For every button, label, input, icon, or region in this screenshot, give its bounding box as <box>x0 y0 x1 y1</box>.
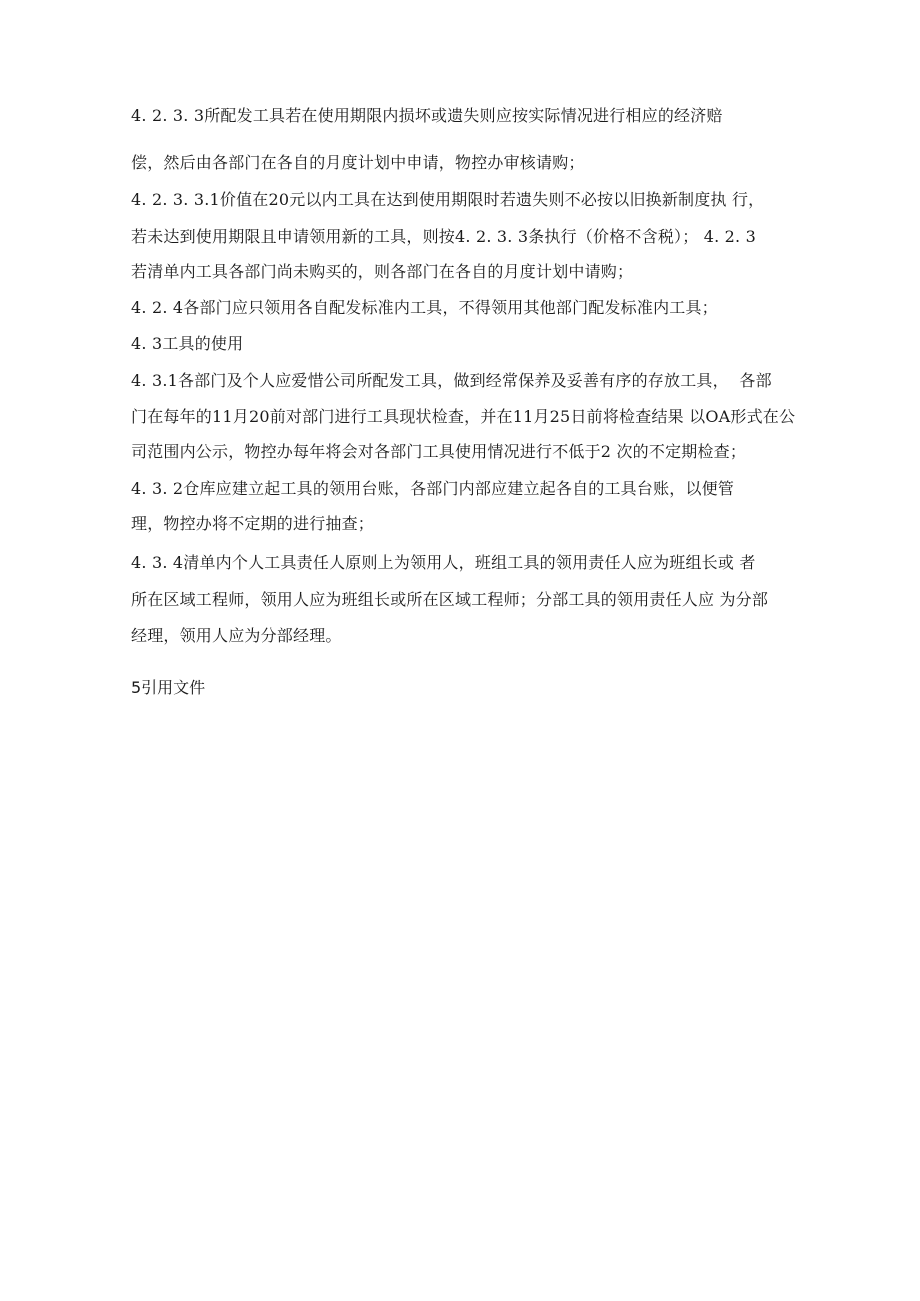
clause-4-2-3-line: 若清单内工具各部门尚未购买的，则各部门在各自的月度计划中请购； <box>131 262 634 281</box>
clause-4-3-2-line-2: 理，物控办将不定期的进行抽查； <box>131 514 375 533</box>
clause-4-2-3-3-1-line-2: 若未达到使用期限且申请领用新的工具，则按4. 2. 3. 3条执行（价格不含税）； 4. 2. 3 <box>131 227 757 246</box>
clause-4-3-2-line-1: 4. 3. 2仓库应建立起工具的领用台账，各部门内部应建立起各自的工具台账，以便管 <box>131 479 735 498</box>
clause-4-3-heading: 4. 3工具的使用 <box>131 334 244 353</box>
clause-4-3-4-line-2: 所在区域工程师，领用人应为班组长或所在区域工程师；分部工具的领用责任人应 为分部 <box>131 590 769 609</box>
clause-4-3-1-line-2: 门在每年的11月20前对部门进行工具现状检查，并在11月25日前将检查结果 以OA形式在公 <box>131 407 796 426</box>
clause-4-3-4-line-1: 4. 3. 4清单内个人工具责任人原则上为领用人，班组工具的领用责任人应为班组长或 者 <box>131 553 756 572</box>
clause-4-2-4-line: 4. 2. 4各部门应只领用各自配发标准内工具，不得领用其他部门配发标准内工具； <box>131 298 718 317</box>
section-heading: 5引用文件 <box>131 678 206 697</box>
clause-4-2-3-3-line-2: 偿，然后由各部门在各自的月度计划中申请，物控办审核请购； <box>131 153 585 172</box>
clause-4-3-1-line-3: 司范围内公示，物控办每年将会对各部门工具使用情况进行不低于2 次的不定期检查； <box>131 442 747 461</box>
clause-4-2-3-3-line-1: 4. 2. 3. 3所配发工具若在使用期限内损坏或遗失则应按实际情况进行相应的经济赔 <box>131 106 723 125</box>
clause-4-3-4-line-3: 经理，领用人应为分部经理。 <box>131 626 342 645</box>
clause-4-3-1-line-1: 4. 3.1各部门及个人应爱惜公司所配发工具，做到经常保养及妥善有序的存放工具， 各部 <box>131 371 772 390</box>
clause-4-2-3-3-1-line-1: 4. 2. 3. 3.1价值在20元以内工具在达到使用期限时若遗失则不必按以旧换新制度执 行， <box>131 190 765 209</box>
